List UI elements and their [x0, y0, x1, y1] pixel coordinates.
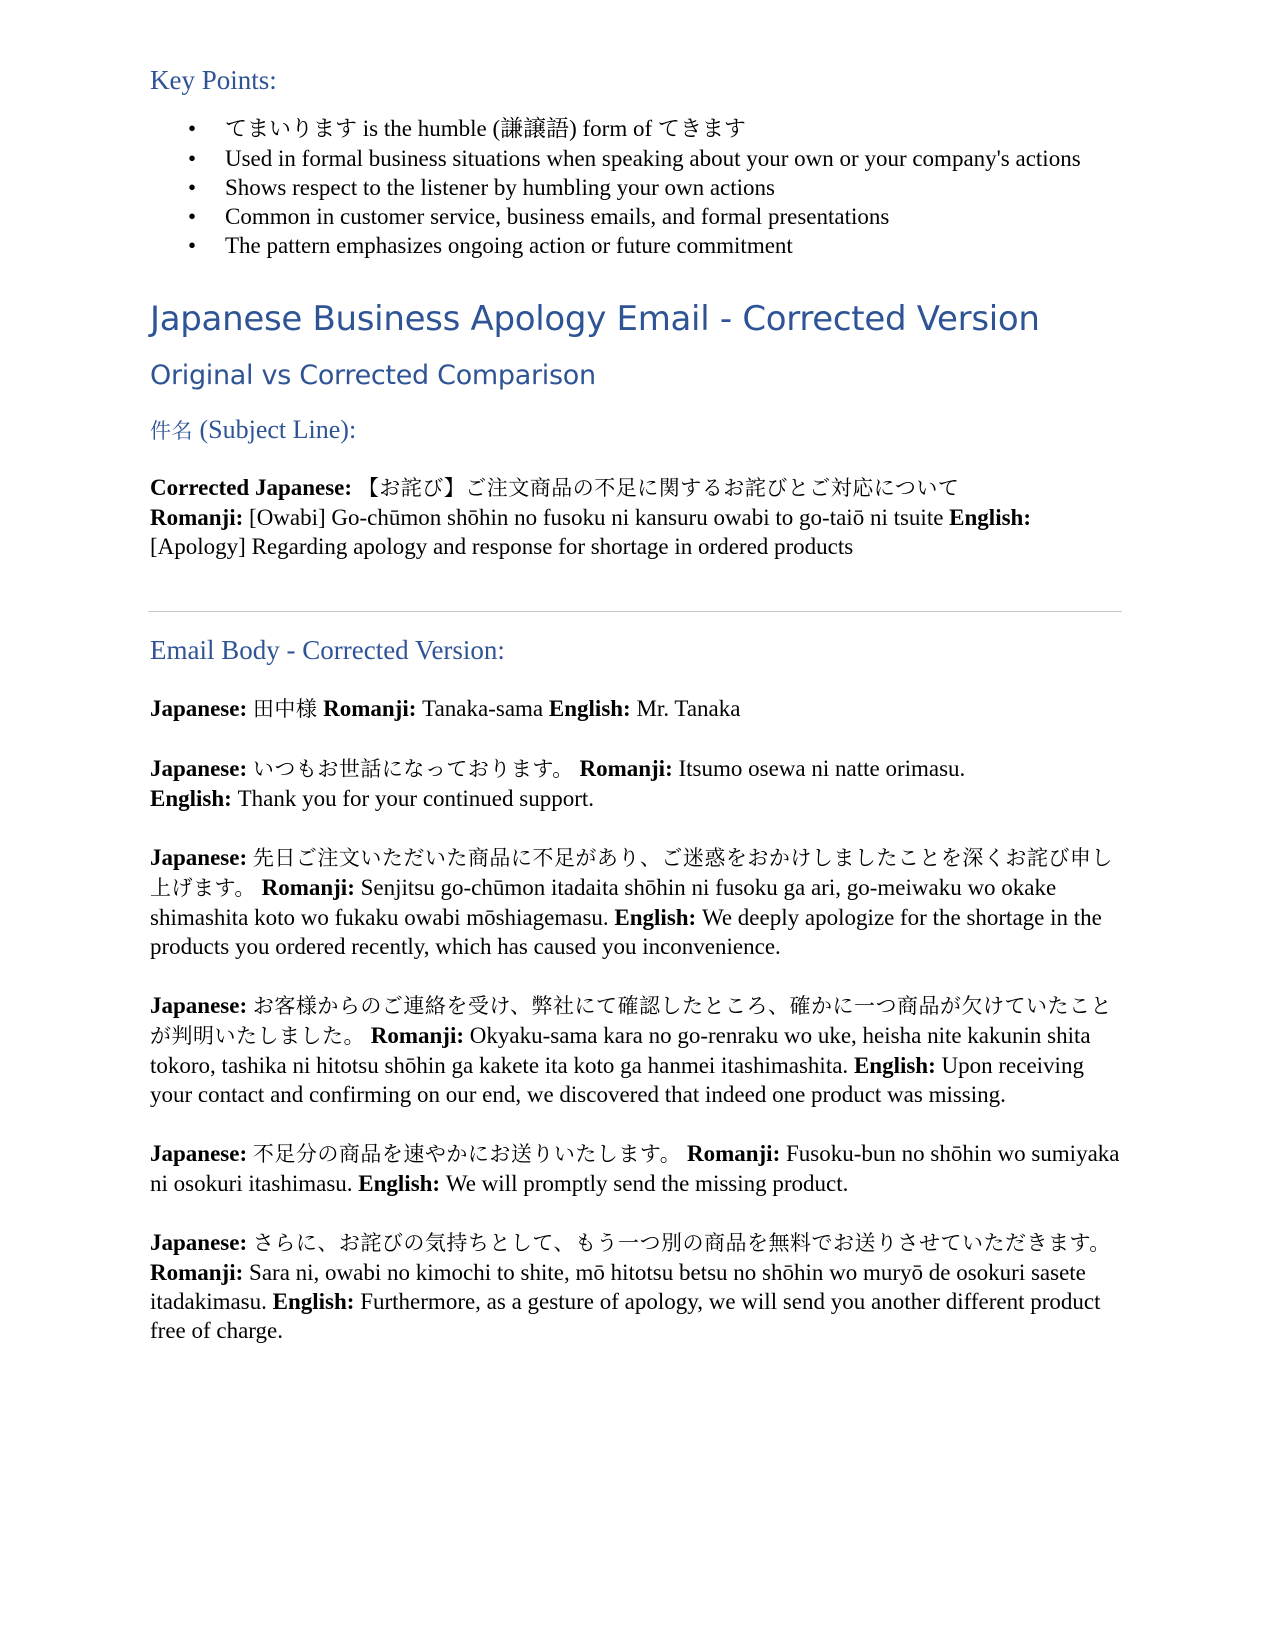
email-paragraph — [150, 1228, 1120, 1345]
subject-heading-jp: 件名 — [150, 419, 193, 443]
list-item — [150, 202, 1120, 231]
corrected-japanese-value: 【お詫び】ご注文商品の不足に関するお詫びとご対応について — [357, 476, 960, 500]
japanese-label: Japanese: — [150, 993, 253, 1018]
japanese-label: Japanese: — [150, 1141, 253, 1166]
romanji-label: Romanji: — [686, 1141, 786, 1166]
romanji-value: [Owabi] Go-chūmon shōhin no fusoku ni kansuru owabi to go-taiō ni tsuite — [243, 505, 950, 530]
corrected-japanese-label: Corrected Japanese: — [150, 475, 358, 500]
english-label: English: — [150, 786, 238, 811]
section-divider — [148, 611, 1122, 612]
email-paragraph — [150, 694, 1120, 724]
email-body-heading: Email Body - Corrected Version: — [150, 635, 505, 665]
term-temairimasu: てまいります — [225, 117, 358, 142]
list-item-text: The pattern emphasizes ongoing action or future commitment — [225, 233, 793, 258]
japanese-label: Japanese: — [150, 696, 253, 721]
document-subtitle: Original vs Corrected Comparison — [150, 360, 596, 391]
japanese-text: さらに、お詫びの気持ちとして、もう一つ別の商品を無料でお送りさせていただきます。 — [252, 1231, 1111, 1255]
english-text: Furthermore, as a gesture of apology, we will send you another different product free of charge. — [150, 1289, 1101, 1343]
list-item-text: Used in formal business situations when speaking about your own or your company's actions — [225, 146, 1081, 171]
list-item — [150, 173, 1120, 202]
japanese-text: お客様からのご連絡を受け、弊社にて確認したところ、確かに一つ商品が欠けていたことが判明いたしました。 — [150, 994, 1113, 1048]
english-label: English: — [358, 1171, 446, 1196]
term-tekimasu: てきます — [657, 117, 746, 142]
email-paragraph — [150, 843, 1120, 961]
japanese-text: いつもお世話になっております。 — [252, 757, 574, 781]
romanji-label: Romanji: — [323, 696, 423, 721]
subject-line-block — [150, 473, 1120, 561]
romanji-label: Romanji: — [261, 875, 361, 900]
list-item-text: Shows respect to the listener by humbling your own actions — [225, 175, 776, 200]
document-content — [150, 60, 1120, 1345]
list-item — [150, 144, 1120, 173]
english-label: English: — [853, 1053, 942, 1078]
english-value: [Apology] Regarding apology and response for shortage in ordered products — [150, 534, 854, 559]
japanese-text: 田中様 — [252, 697, 318, 721]
bullet-icon: • — [188, 233, 197, 258]
email-paragraph — [150, 1139, 1120, 1198]
bullet-icon: • — [188, 116, 197, 141]
romanji-label: Romanji: — [370, 1023, 470, 1048]
english-text: Mr. Tanaka — [636, 696, 741, 721]
english-label: English: — [272, 1289, 361, 1314]
key-points-list — [150, 114, 1120, 260]
romanji-label: Romanji: — [579, 756, 679, 781]
romanji-text: Sara ni, owabi no kimochi to shite, mō hitotsu betsu no shōhin wo muryō de osokuri sasete itadakimasu. — [150, 1260, 1086, 1314]
email-paragraph — [150, 991, 1120, 1109]
romanji-label: Romanji: — [150, 1260, 250, 1285]
romanji-text: Itsumo osewa ni natte orimasu. — [678, 756, 966, 781]
document-title: Japanese Business Apology Email - Corrected Version — [150, 299, 1040, 339]
email-paragraph — [150, 754, 1120, 813]
english-label: English: — [548, 696, 637, 721]
romanji-text: Senjitsu go-chūmon itadaita shōhin ni fusoku ga ari, go-meiwaku wo okake shimashita koto wo fukaku owabi mōshiagemasu. — [150, 875, 1057, 930]
key-points-heading: Key Points: — [150, 65, 277, 95]
list-item — [150, 231, 1120, 260]
english-text: Upon receiving your contact and confirming on our end, we discovered that indeed one product was missing. — [150, 1053, 1084, 1107]
bullet-icon: • — [188, 175, 197, 200]
english-text: We will promptly send the missing product. — [445, 1171, 849, 1196]
list-item-text: Common in customer service, business emails, and formal presentations — [225, 204, 890, 229]
list-item-text: is the humble (謙譲語) form of — [357, 116, 658, 141]
romanji-label: Romanji: — [150, 505, 244, 530]
japanese-label: Japanese: — [150, 756, 253, 781]
japanese-text: 先日ご注文いただいた商品に不足があり、ご迷惑をおかけしましたことを深くお詫び申し上げます。 — [150, 846, 1113, 900]
japanese-label: Japanese: — [150, 1230, 253, 1255]
bullet-icon: • — [188, 146, 197, 171]
english-label: English: — [614, 905, 702, 930]
subject-heading-en: (Subject Line): — [193, 415, 357, 444]
romanji-text: Tanaka-sama — [422, 696, 544, 721]
list-item — [150, 114, 1120, 144]
subject-heading — [150, 410, 1120, 451]
english-text: Thank you for your continued support. — [237, 786, 595, 811]
bullet-icon: • — [188, 204, 197, 229]
japanese-label: Japanese: — [150, 845, 253, 870]
english-label: English: — [949, 505, 1031, 530]
japanese-text: 不足分の商品を速やかにお送りいたします。 — [252, 1142, 682, 1166]
romanji-text: Fusoku-bun no shōhin wo sumiyaka ni osokuri itashimasu. — [150, 1141, 1120, 1196]
romanji-text: Okyaku-sama kara no go-renraku wo uke, heisha nite kakunin shita tokoro, tashika ni hitotsu shōhin ga kakete ita koto ga hanmei itashimashita. — [150, 1023, 1091, 1078]
english-text: We deeply apologize for the shortage in the products you ordered recently, which has caused you inconvenience. — [150, 905, 1102, 959]
